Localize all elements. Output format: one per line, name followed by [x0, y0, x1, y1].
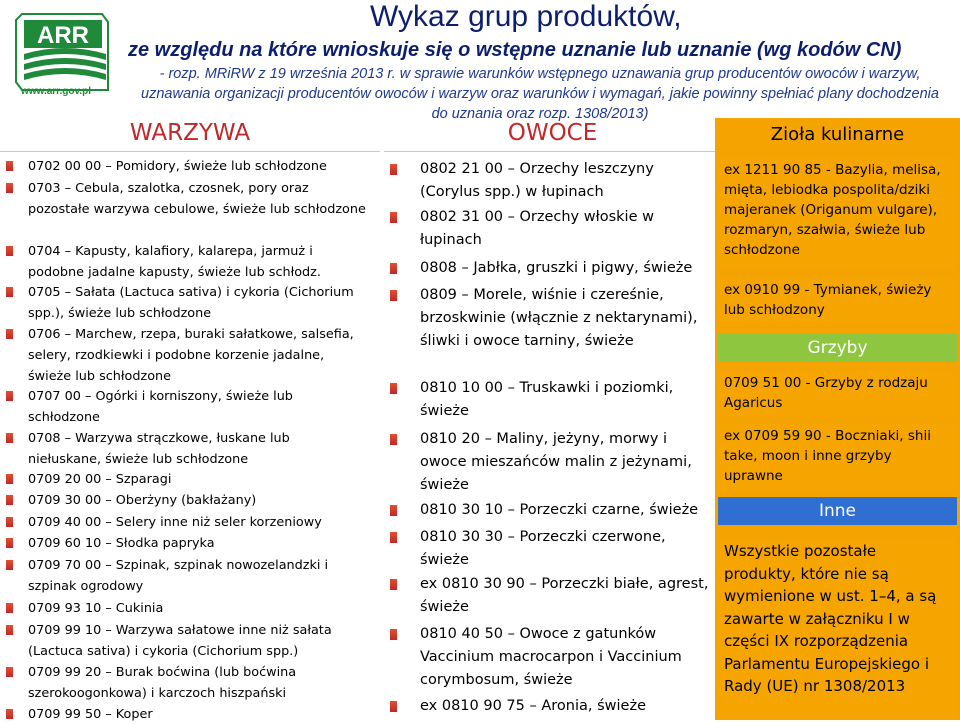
herbs-item: ex 0910 99 - Tymianek, świeży lub schłodzony	[718, 278, 957, 324]
list-item: ex 0810 90 75 – Aronia, świeże	[390, 695, 710, 718]
bullet-icon	[390, 164, 397, 175]
list-item: 0709 93 10 – Cukinia	[6, 598, 366, 619]
page-title: Wykaz grup produktów,	[370, 0, 682, 33]
bullet-icon	[6, 560, 13, 570]
fruits-heading: OWOCE	[507, 120, 598, 146]
list-item: 0709 70 00 – Szpinak, szpinak nowozelandzki i szpinak ogrodowy	[6, 555, 366, 597]
list-item: 0705 – Sałata (Lactuca sativa) i cykoria (Cichorium spp.), świeże lub schłodzone	[6, 282, 366, 324]
bullet-icon	[390, 263, 397, 274]
list-item: 0709 40 00 – Selery inne niż seler korzeniowy	[6, 512, 366, 533]
herbs-item: ex 1211 90 85 - Bazylia, melisa, mięta, lebiodka pospolita/dziki majeranek (Origanum vulgare), rozmaryn, szałwia, świeże lub schłodzone	[718, 158, 957, 270]
bullet-icon	[6, 474, 13, 484]
logo-text: ARR	[37, 22, 89, 49]
bullet-icon	[390, 629, 397, 640]
bullet-icon	[6, 329, 13, 339]
bullet-icon	[6, 538, 13, 548]
list-item: 0709 99 50 – Koper	[6, 704, 366, 725]
list-item: 0802 21 00 – Orzechy leszczyny (Corylus spp.) w łupinach	[390, 158, 710, 204]
logo-url: www.arr.gov.pl	[20, 86, 91, 97]
bullet-icon	[390, 434, 397, 445]
mushrooms-item: ex 0709 59 90 - Boczniaki, shii take, moon i inne grzyby uprawne	[718, 424, 957, 492]
bullet-icon	[390, 505, 397, 516]
list-item: 0810 30 30 – Porzeczki czerwone, świeże	[390, 526, 710, 572]
list-item: 0809 – Morele, wiśnie i czereśnie, brzoskwinie (włącznie z nektarynami), śliwki i owoce tarniny, świeże	[390, 284, 710, 353]
other-heading: Inne	[718, 497, 957, 525]
list-item: 0810 10 00 – Truskawki i poziomki, świeże	[390, 377, 710, 423]
list-item: 0708 – Warzywa strączkowe, łuskane lub niełuskane, świeże lub schłodzone	[6, 428, 366, 470]
list-item: 0709 20 00 – Szparagi	[6, 469, 366, 490]
list-item: 0707 00 – Ogórki i korniszony, świeże lub schłodzone	[6, 386, 366, 428]
list-item: 0709 30 00 – Oberżyny (bakłażany)	[6, 490, 366, 511]
herbs-heading: Zioła kulinarne	[770, 124, 905, 145]
list-item: ex 0810 30 90 – Porzeczki białe, agrest, świeże	[390, 573, 710, 619]
list-item: 0704 – Kapusty, kalafiory, kalarepa, jarmuż i podobne jadalne kapusty, świeże lub schłodz.	[6, 241, 366, 283]
bullet-icon	[6, 246, 13, 256]
list-item: 0808 – Jabłka, gruszki i pigwy, świeże	[390, 257, 710, 280]
fruits-list	[384, 151, 715, 721]
bullet-icon	[390, 290, 397, 301]
other-text: Wszystkie pozostałe produkty, które nie są wymienione w ust. 1–4, a są zawarte w załączniku I w części IX rozporządzenia Parlamentu Europejskiego i Rady (UE) nr 1308/2013	[718, 538, 957, 720]
vegetables-list	[0, 151, 380, 721]
bullet-icon	[6, 495, 13, 505]
bullet-icon	[6, 391, 13, 401]
list-item: 0709 99 10 – Warzywa sałatowe inne niż sałata (Lactuca sativa) i cykoria (Cichorium spp.)	[6, 620, 366, 662]
list-item: 0810 20 – Maliny, jeżyny, morwy i owoce mieszańców malin z jeżynami, świeże	[390, 428, 710, 497]
mushrooms-heading: Grzyby	[718, 334, 957, 362]
bullet-icon	[390, 532, 397, 543]
bullet-icon	[390, 579, 397, 590]
page-subtitle: ze względu na które wnioskuje się o wstępne uznanie lub uznanie (wg kodów CN)	[128, 39, 902, 61]
list-item: 0706 – Marchew, rzepa, buraki sałatkowe, salsefia, selery, rzodkiewki i podobne korzenie jadalne, świeże lub schłodzone	[6, 324, 366, 387]
list-item: 0703 – Cebula, szalotka, czosnek, pory oraz pozostałe warzywa cebulowe, świeże lub schłodzone	[6, 178, 366, 220]
herbs-mushrooms-other-panel	[715, 118, 960, 720]
bullet-icon	[6, 433, 13, 443]
bullet-icon	[390, 212, 397, 223]
list-item: 0810 30 10 – Porzeczki czarne, świeże	[390, 499, 710, 522]
bullet-icon	[390, 383, 397, 394]
legal-note: - rozp. MRiRW z 19 września 2013 r. w sprawie warunków wstępnego uznawania grup producentów owoców i warzyw, uznawania organizacji producentów owoców i warzyw oraz warunków i wymagań, jakie powinny spełniać plany dochodzenia do uznania oraz rozp. 1308/2013)	[141, 66, 939, 122]
bullet-icon	[6, 161, 13, 171]
mushrooms-item: 0709 51 00 - Grzyby z rodzaju Agaricus	[718, 371, 957, 417]
bullet-icon	[6, 709, 13, 719]
bullet-icon	[6, 625, 13, 635]
list-item: 0702 00 00 – Pomidory, świeże lub schłodzone	[6, 156, 366, 177]
bullet-icon	[6, 183, 13, 193]
bullet-icon	[6, 287, 13, 297]
list-item: 0709 60 10 – Słodka papryka	[6, 533, 366, 554]
bullet-icon	[6, 667, 13, 677]
list-item: 0709 99 20 – Burak boćwina (lub boćwina szerokoogonkowa) i karczoch hiszpański	[6, 662, 366, 704]
list-item: 0810 40 50 – Owoce z gatunków Vaccinium macrocarpon i Vaccinium corymbosum, świeże	[390, 623, 710, 692]
bullet-icon	[6, 517, 13, 527]
bullet-icon	[390, 701, 397, 712]
list-item: 0802 31 00 – Orzechy włoskie w łupinach	[390, 206, 710, 252]
vegetables-heading: WARZYWA	[129, 120, 251, 146]
bullet-icon	[6, 603, 13, 613]
